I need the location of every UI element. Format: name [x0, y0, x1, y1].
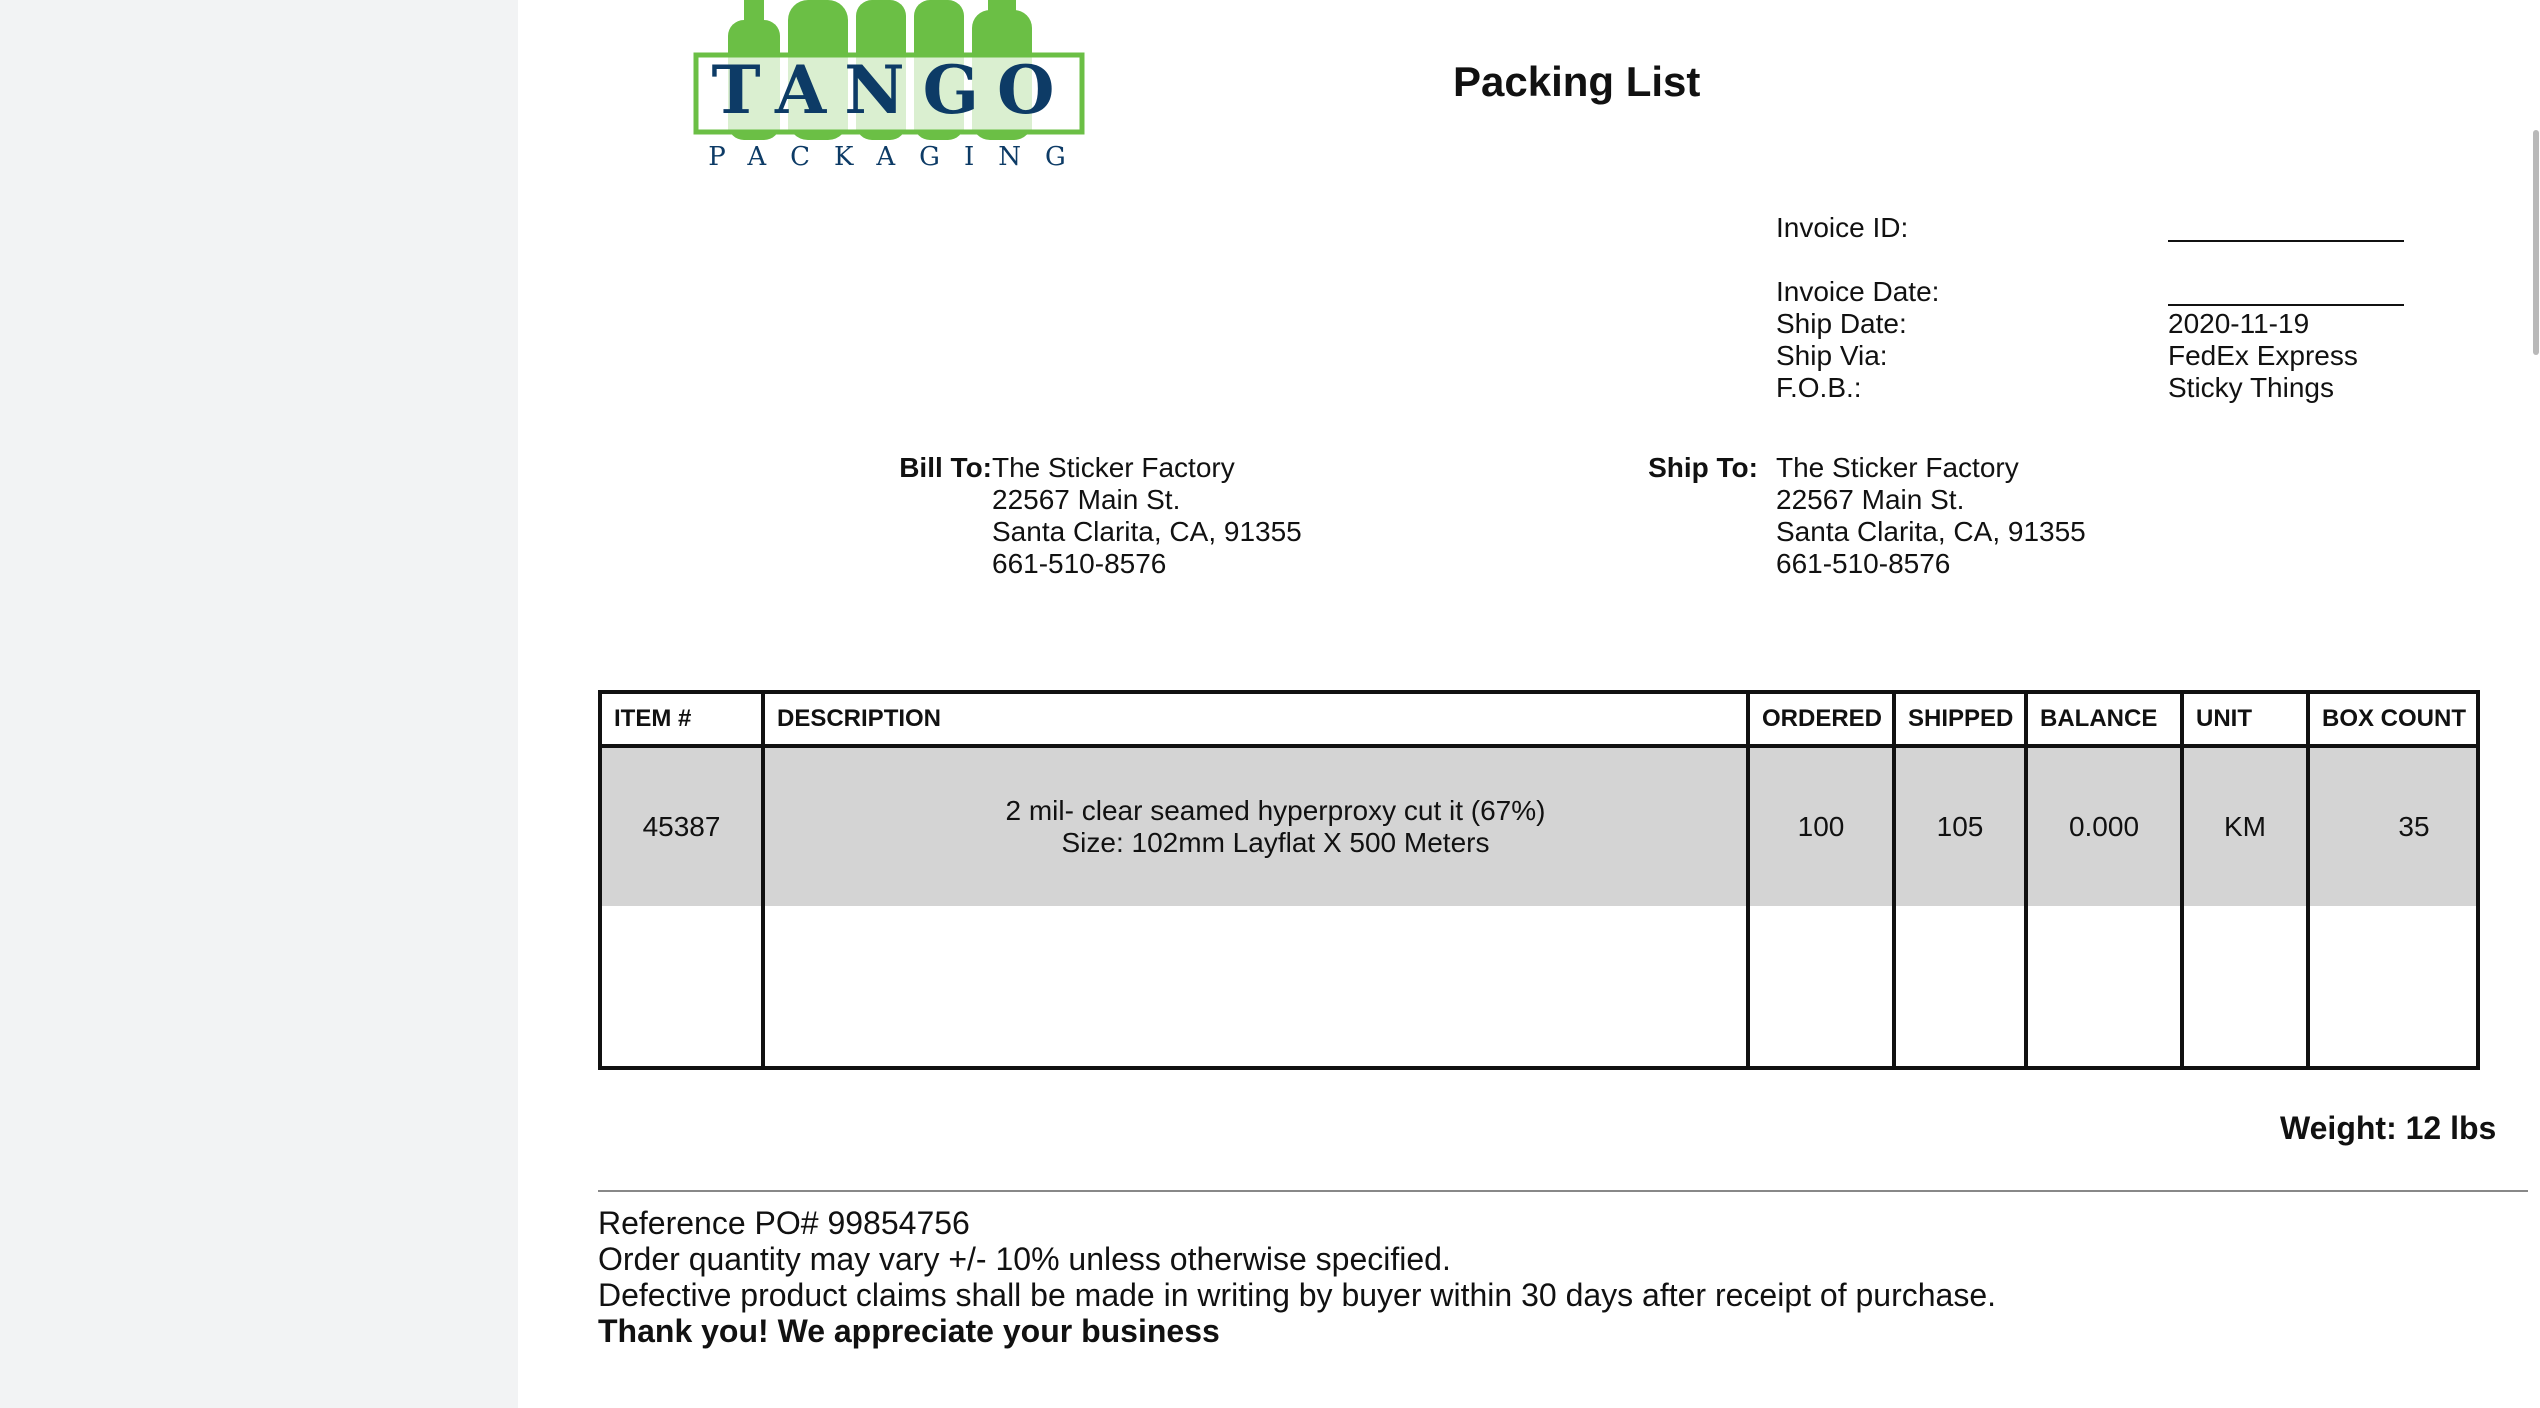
- cell-unit: KM: [2182, 746, 2308, 906]
- fob-label: F.O.B.:: [1776, 372, 1862, 403]
- bill-to-line: Santa Clarita, CA, 91355: [992, 516, 1302, 547]
- items-table: [598, 690, 2480, 1070]
- table-row: [600, 746, 2478, 906]
- cell-item: 45387: [600, 746, 763, 906]
- invoice-id-label: Invoice ID:: [1776, 212, 1909, 243]
- ship-to-label: Ship To:: [1648, 452, 1758, 483]
- column-header-unit: UNIT: [2182, 692, 2308, 746]
- ship-date-value: 2020-11-19: [2168, 308, 2310, 339]
- ship-to-address: [1776, 452, 2086, 580]
- scrollbar-thumb[interactable]: [2533, 130, 2539, 355]
- vertical-scrollbar[interactable]: [2528, 0, 2540, 1408]
- ship-to-line: The Sticker Factory: [1776, 452, 2019, 483]
- column-header-ordered: ORDERED: [1748, 692, 1894, 746]
- bill-to-address: [992, 452, 1302, 580]
- claims-note: Defective product claims shall be made in writing by buyer within 30 days after receipt of purchase.: [598, 1277, 1997, 1313]
- ship-date-label: Ship Date:: [1776, 308, 1907, 339]
- document-title: Packing List: [1453, 58, 1701, 105]
- thank-you-note: Thank you! We appreciate your business: [598, 1313, 1220, 1349]
- ship-to-line: Santa Clarita, CA, 91355: [1776, 516, 2086, 547]
- bill-to-line: The Sticker Factory: [992, 452, 1235, 483]
- cell-ordered: 100: [1748, 746, 1894, 906]
- bill-to-line: 661-510-8576: [992, 548, 1167, 579]
- column-header-balance: BALANCE: [2026, 692, 2182, 746]
- cell-balance: 0.000: [2026, 746, 2182, 906]
- ship-via-label: Ship Via:: [1776, 340, 1888, 371]
- invoice-date-label: Invoice Date:: [1776, 276, 1940, 307]
- document-page: [518, 0, 2540, 1408]
- description-line: 2 mil- clear seamed hyperproxy cut it (67%): [1005, 795, 1546, 826]
- ship-to-line: 22567 Main St.: [1776, 484, 1965, 515]
- logo-tagline: PACKAGING: [708, 142, 1090, 172]
- cell-box-count: 35: [2308, 746, 2478, 906]
- column-header-shipped: SHIPPED: [1894, 692, 2026, 746]
- ship-via-value: FedEx Express: [2168, 340, 2358, 371]
- reference-po: Reference PO# 99854756: [598, 1205, 970, 1241]
- footer-divider: [598, 1190, 2540, 1192]
- total-weight: Weight: 12 lbs: [2280, 1110, 2497, 1146]
- column-header-box-count: BOX COUNT: [2308, 692, 2478, 746]
- ship-to-line: 661-510-8576: [1776, 548, 1951, 579]
- bill-to-label: Bill To:: [899, 452, 992, 483]
- cell-description: [763, 746, 1748, 906]
- column-header-description: DESCRIPTION: [763, 692, 1748, 746]
- bill-to-line: 22567 Main St.: [992, 484, 1181, 515]
- cell-shipped: 105: [1894, 746, 2026, 906]
- invoice-id-blank: [2168, 240, 2404, 242]
- table-row-empty: [600, 906, 2478, 1068]
- table-header-row: [600, 692, 2478, 746]
- logo-wordmark: TANGO: [711, 51, 1073, 129]
- fob-value: Sticky Things: [2168, 372, 2334, 403]
- footer-notes: [598, 1205, 1996, 1349]
- description-line: Size: 102mm Layflat X 500 Meters: [1061, 827, 1490, 858]
- column-header-item: ITEM #: [600, 692, 763, 746]
- tango-packaging-logo: [688, 0, 1098, 175]
- invoice-date-blank: [2168, 304, 2404, 306]
- quantity-note: Order quantity may vary +/- 10% unless otherwise specified.: [598, 1241, 1451, 1277]
